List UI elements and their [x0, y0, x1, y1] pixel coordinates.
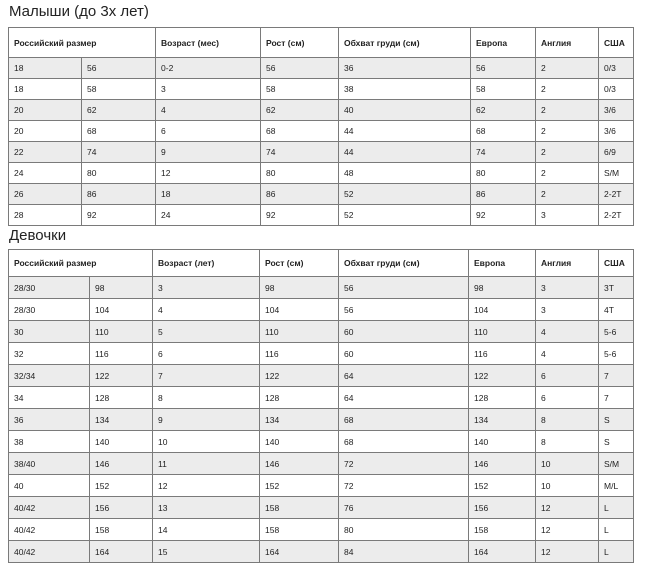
table-cell: 152 — [90, 475, 153, 497]
table-cell: 64 — [339, 387, 469, 409]
table-cell: 164 — [469, 541, 536, 563]
table-cell: L — [599, 519, 634, 541]
table-cell: 86 — [82, 184, 156, 205]
table-cell: 60 — [339, 321, 469, 343]
table-cell: 72 — [339, 475, 469, 497]
table-cell: 98 — [90, 277, 153, 299]
table-cell: 7 — [599, 387, 634, 409]
column-header: Российский размер — [9, 28, 156, 58]
table-row — [9, 321, 634, 343]
table-cell: 140 — [469, 431, 536, 453]
table-cell: 104 — [469, 299, 536, 321]
table-cell: 12 — [153, 475, 260, 497]
table-cell: 110 — [260, 321, 339, 343]
table-cell: 2 — [536, 184, 599, 205]
table-cell: 2-2T — [599, 184, 634, 205]
table-row — [9, 58, 634, 79]
table-cell: 68 — [82, 121, 156, 142]
table-cell: 146 — [90, 453, 153, 475]
table-cell: 8 — [536, 431, 599, 453]
table-row — [9, 163, 634, 184]
table-cell: 6 — [153, 343, 260, 365]
table-cell: 3 — [156, 79, 261, 100]
table-cell: 156 — [469, 497, 536, 519]
table-row — [9, 79, 634, 100]
table-cell: 74 — [82, 142, 156, 163]
column-header: Рост (см) — [261, 28, 339, 58]
table-cell: 40/42 — [9, 541, 90, 563]
table-cell: 4 — [156, 100, 261, 121]
table-cell: 74 — [261, 142, 339, 163]
table-cell: 134 — [260, 409, 339, 431]
table-cell: 18 — [9, 58, 82, 79]
column-header: Европа — [469, 250, 536, 277]
table-cell: 104 — [90, 299, 153, 321]
column-header: Европа — [471, 28, 536, 58]
table-row — [9, 453, 634, 475]
table-cell: 98 — [260, 277, 339, 299]
table-cell: 32 — [9, 343, 90, 365]
table-cell: 92 — [261, 205, 339, 226]
table-cell: 116 — [469, 343, 536, 365]
table-cell: 13 — [153, 497, 260, 519]
table-cell: 14 — [153, 519, 260, 541]
table-cell: 80 — [471, 163, 536, 184]
table-cell: 92 — [82, 205, 156, 226]
girls-size-table — [8, 249, 634, 563]
table-cell: 56 — [471, 58, 536, 79]
table-cell: 110 — [469, 321, 536, 343]
table-cell: 146 — [260, 453, 339, 475]
table-cell: 24 — [9, 163, 82, 184]
table-cell: 48 — [339, 163, 471, 184]
column-header: Обхват груди (см) — [339, 28, 471, 58]
table-cell: 80 — [339, 519, 469, 541]
table-row — [9, 121, 634, 142]
table-cell: 9 — [153, 409, 260, 431]
table-cell: 128 — [469, 387, 536, 409]
table-cell: M/L — [599, 475, 634, 497]
table-cell: 12 — [536, 497, 599, 519]
header-row — [9, 28, 634, 58]
table-row — [9, 299, 634, 321]
table-cell: 68 — [339, 409, 469, 431]
table-cell: 12 — [536, 519, 599, 541]
table-cell: 18 — [9, 79, 82, 100]
column-header: Российский размер — [9, 250, 153, 277]
table-cell: 84 — [339, 541, 469, 563]
table-row — [9, 184, 634, 205]
table-cell: 158 — [260, 519, 339, 541]
table-cell: 4 — [536, 343, 599, 365]
table-row — [9, 519, 634, 541]
table-cell: 20 — [9, 121, 82, 142]
table-cell: 10 — [153, 431, 260, 453]
table-cell: 11 — [153, 453, 260, 475]
table-cell: 3 — [153, 277, 260, 299]
table-cell: 8 — [153, 387, 260, 409]
table-cell: 104 — [260, 299, 339, 321]
table-cell: S/M — [599, 163, 634, 184]
table-cell: 40/42 — [9, 519, 90, 541]
column-header: США — [599, 28, 634, 58]
table-cell: 128 — [90, 387, 153, 409]
table-cell: 74 — [471, 142, 536, 163]
table-cell: 116 — [260, 343, 339, 365]
table-row — [9, 205, 634, 226]
column-header: Англия — [536, 250, 599, 277]
table-cell: 10 — [536, 475, 599, 497]
table-cell: 7 — [153, 365, 260, 387]
table-cell: 0/3 — [599, 79, 634, 100]
table-cell: 9 — [156, 142, 261, 163]
table-cell: 52 — [339, 184, 471, 205]
table-cell: 4 — [536, 321, 599, 343]
table-cell: 28/30 — [9, 299, 90, 321]
table-cell: 122 — [260, 365, 339, 387]
table-cell: 40 — [9, 475, 90, 497]
table-cell: 158 — [90, 519, 153, 541]
table-cell: S — [599, 431, 634, 453]
table-cell: 86 — [471, 184, 536, 205]
table-cell: 58 — [261, 79, 339, 100]
table-cell: 38/40 — [9, 453, 90, 475]
table-cell: 134 — [90, 409, 153, 431]
table-cell: 68 — [471, 121, 536, 142]
table-cell: 2 — [536, 163, 599, 184]
table-cell: 8 — [536, 409, 599, 431]
table-cell: 2 — [536, 58, 599, 79]
table-cell: 38 — [339, 79, 471, 100]
table-cell: 6/9 — [599, 142, 634, 163]
toddlers-title: Малыши (до 3х лет) — [9, 3, 149, 20]
girls-title: Девочки — [9, 227, 67, 244]
table-cell: 28 — [9, 205, 82, 226]
table-cell: 30 — [9, 321, 90, 343]
table-cell: 2 — [536, 121, 599, 142]
table-cell: 32/34 — [9, 365, 90, 387]
table-row — [9, 431, 634, 453]
table-cell: S/M — [599, 453, 634, 475]
table-cell: 80 — [82, 163, 156, 184]
table-cell: 52 — [339, 205, 471, 226]
table-cell: 62 — [471, 100, 536, 121]
table-row — [9, 277, 634, 299]
table-cell: 3/6 — [599, 100, 634, 121]
column-header: США — [599, 250, 634, 277]
table-cell: 140 — [260, 431, 339, 453]
table-cell: 3 — [536, 205, 599, 226]
table-cell: 5 — [153, 321, 260, 343]
table-cell: 3/6 — [599, 121, 634, 142]
table-cell: 24 — [156, 205, 261, 226]
table-cell: 128 — [260, 387, 339, 409]
table-cell: 3 — [536, 277, 599, 299]
table-cell: 3 — [536, 299, 599, 321]
table-cell: 80 — [261, 163, 339, 184]
table-row — [9, 387, 634, 409]
table-cell: 134 — [469, 409, 536, 431]
table-cell: 58 — [82, 79, 156, 100]
table-cell: 116 — [90, 343, 153, 365]
table-cell: 86 — [261, 184, 339, 205]
table-cell: 164 — [260, 541, 339, 563]
table-cell: 18 — [156, 184, 261, 205]
table-cell: 110 — [90, 321, 153, 343]
table-cell: 146 — [469, 453, 536, 475]
table-cell: 4T — [599, 299, 634, 321]
table-cell: 68 — [339, 431, 469, 453]
table-cell: 44 — [339, 142, 471, 163]
toddlers-size-table — [8, 27, 634, 226]
table-row — [9, 365, 634, 387]
table-cell: 60 — [339, 343, 469, 365]
column-header: Обхват груди (см) — [339, 250, 469, 277]
table-cell: 7 — [599, 365, 634, 387]
table-cell: 2 — [536, 142, 599, 163]
table-cell: 164 — [90, 541, 153, 563]
table-cell: 62 — [82, 100, 156, 121]
table-cell: 5-6 — [599, 321, 634, 343]
table-cell: 56 — [261, 58, 339, 79]
table-cell: 56 — [339, 299, 469, 321]
table-cell: 0/3 — [599, 58, 634, 79]
table-cell: 56 — [339, 277, 469, 299]
table-cell: 40/42 — [9, 497, 90, 519]
table-cell: 4 — [153, 299, 260, 321]
table-cell: 2-2T — [599, 205, 634, 226]
table-cell: 44 — [339, 121, 471, 142]
table-cell: L — [599, 497, 634, 519]
table-cell: 58 — [471, 79, 536, 100]
table-row — [9, 409, 634, 431]
table-cell: 122 — [90, 365, 153, 387]
table-cell: 28/30 — [9, 277, 90, 299]
table-cell: 40 — [339, 100, 471, 121]
table-cell: 22 — [9, 142, 82, 163]
table-cell: 3T — [599, 277, 634, 299]
table-cell: 36 — [9, 409, 90, 431]
table-cell: 92 — [471, 205, 536, 226]
column-header: Возраст (мес) — [156, 28, 261, 58]
column-header: Англия — [536, 28, 599, 58]
column-header: Возраст (лет) — [153, 250, 260, 277]
table-cell: 122 — [469, 365, 536, 387]
table-cell: 12 — [536, 541, 599, 563]
table-cell: 26 — [9, 184, 82, 205]
table-cell: 2 — [536, 79, 599, 100]
table-cell: 140 — [90, 431, 153, 453]
table-cell: 34 — [9, 387, 90, 409]
table-cell: 5-6 — [599, 343, 634, 365]
column-header: Рост (см) — [260, 250, 339, 277]
table-cell: 6 — [156, 121, 261, 142]
table-cell: 20 — [9, 100, 82, 121]
table-cell: 62 — [261, 100, 339, 121]
table-cell: 68 — [261, 121, 339, 142]
table-cell: 72 — [339, 453, 469, 475]
table-cell: 6 — [536, 365, 599, 387]
table-cell: 156 — [90, 497, 153, 519]
table-cell: 64 — [339, 365, 469, 387]
table-row — [9, 343, 634, 365]
table-cell: 15 — [153, 541, 260, 563]
table-cell: 152 — [469, 475, 536, 497]
table-cell: 6 — [536, 387, 599, 409]
table-cell: 2 — [536, 100, 599, 121]
table-row — [9, 142, 634, 163]
table-row — [9, 475, 634, 497]
table-cell: 76 — [339, 497, 469, 519]
table-cell: 0-2 — [156, 58, 261, 79]
table-cell: 38 — [9, 431, 90, 453]
table-row — [9, 100, 634, 121]
table-cell: 152 — [260, 475, 339, 497]
table-row — [9, 541, 634, 563]
table-cell: 36 — [339, 58, 471, 79]
table-cell: 158 — [469, 519, 536, 541]
table-cell: 158 — [260, 497, 339, 519]
table-cell: 98 — [469, 277, 536, 299]
table-cell: 12 — [156, 163, 261, 184]
table-cell: 56 — [82, 58, 156, 79]
table-cell: S — [599, 409, 634, 431]
table-cell: L — [599, 541, 634, 563]
table-row — [9, 497, 634, 519]
header-row — [9, 250, 634, 277]
table-cell: 10 — [536, 453, 599, 475]
